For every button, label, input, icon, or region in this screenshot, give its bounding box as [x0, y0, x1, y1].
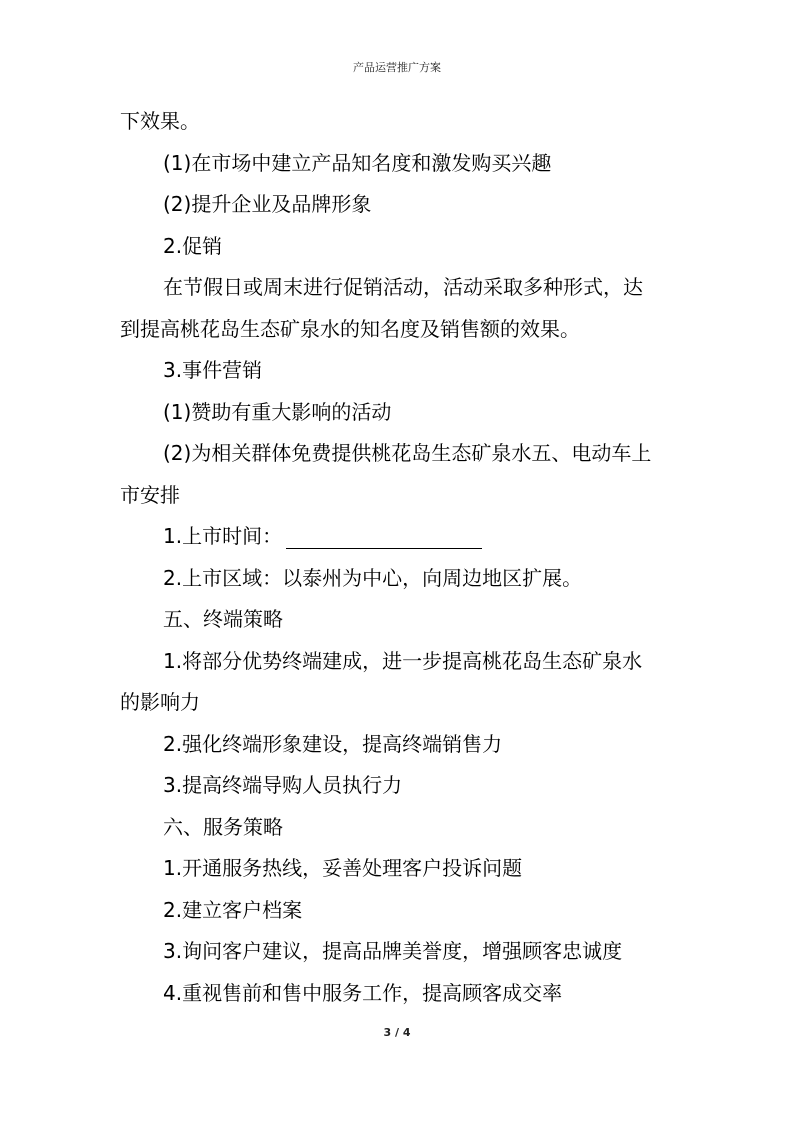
section-heading: 五、终端策略: [163, 607, 283, 631]
document-body: [120, 101, 676, 1014]
paragraph-line: 2.建立客户档案: [163, 897, 303, 922]
paragraph-line: 在节假日或周末进行促销活动，活动采取多种形式，达: [163, 275, 643, 299]
blank-underline: [286, 526, 482, 549]
paragraph-line: (1)在市场中建立产品知名度和激发购买兴趣: [163, 150, 552, 175]
paragraph-line: 市安排: [120, 482, 180, 507]
paragraph-line: 2.上市区域：以泰州为中心，向周边地区扩展。: [163, 565, 583, 590]
section-heading: 3.事件营销: [163, 358, 263, 382]
paragraph-line: (2)提升企业及品牌形象: [163, 192, 372, 216]
paragraph-line: 3.询问客户建议，提高品牌美誉度，增强顾客忠诚度: [163, 939, 623, 963]
paragraph-line: (1)赞助有重大影响的活动: [163, 399, 392, 424]
launch-time-line: [120, 516, 676, 558]
paragraph-line: (2)为相关群体免费提供桃花岛生态矿泉水五、电动车上: [163, 441, 652, 465]
paragraph-line: 下效果。: [120, 109, 200, 133]
launch-time-label: 1.上市时间：: [163, 524, 283, 548]
page-header: 产品运营推广方案: [353, 61, 441, 74]
paragraph-line: 1.将部分优势终端建成，进一步提高桃花岛生态矿泉水: [163, 648, 643, 673]
paragraph-line: 到提高桃花岛生态矿泉水的知名度及销售额的效果。: [120, 316, 580, 341]
paragraph-line: 的影响力: [120, 690, 200, 714]
page-number: 3 / 4: [383, 1026, 411, 1039]
paragraph-line: 2.强化终端形象建设，提高终端销售力: [163, 731, 503, 756]
paragraph-line: 1.开通服务热线，妥善处理客户投诉问题: [163, 856, 523, 880]
paragraph-line: 3.提高终端导购人员执行力: [163, 773, 403, 797]
paragraph-line: 4.重视售前和售中服务工作，提高顾客成交率: [163, 980, 563, 1005]
section-heading: 2.促销: [163, 233, 223, 258]
section-heading: 六、服务策略: [163, 814, 283, 839]
